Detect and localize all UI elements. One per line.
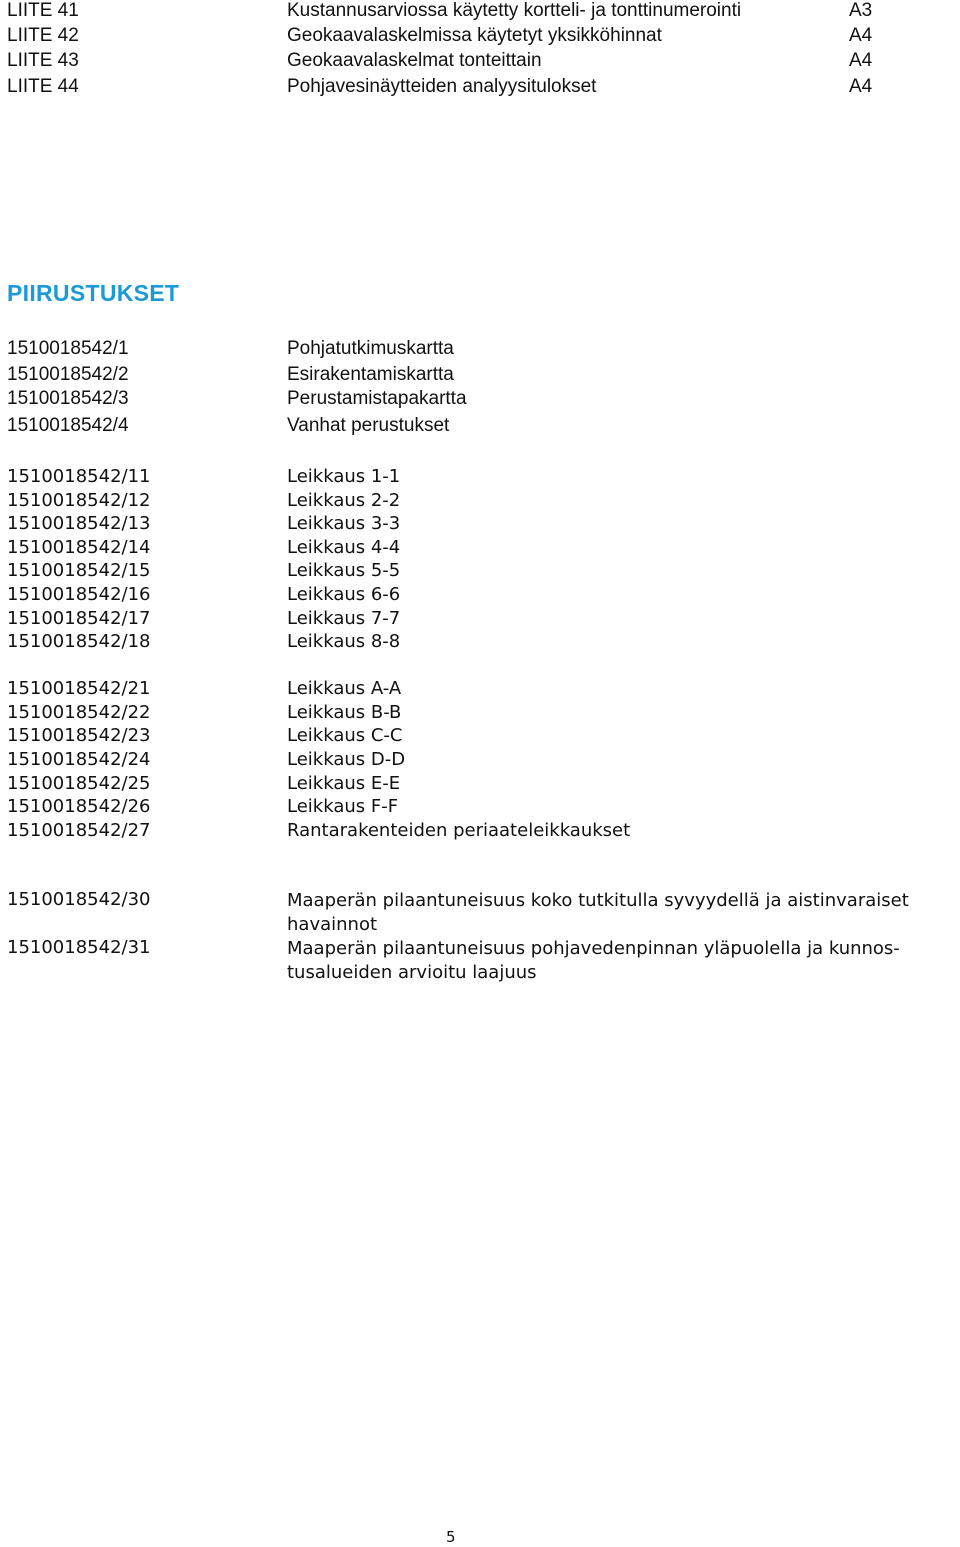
drawing-row <box>0 631 960 655</box>
drawing-code: 1510018542/30 <box>7 889 151 910</box>
drawing-code: 1510018542/26 <box>7 796 151 817</box>
drawing-code: 1510018542/21 <box>7 678 151 699</box>
drawing-code: 1510018542/1 <box>7 338 129 359</box>
drawing-title: Leikkaus 7-7 <box>287 608 401 629</box>
drawing-row <box>0 608 960 632</box>
drawing-code: 1510018542/14 <box>7 537 151 558</box>
drawing-title: Leikkaus 6-6 <box>287 584 401 605</box>
drawing-title: Leikkaus A-A <box>287 678 402 699</box>
drawing-title: Leikkaus 1-1 <box>287 466 401 487</box>
drawing-row <box>0 773 960 797</box>
drawing-row <box>0 466 960 490</box>
appendix-row <box>0 76 960 100</box>
drawing-row <box>0 702 960 726</box>
appendix-title: Geokaavalaskelmissa käytetyt yksikköhinnat <box>287 25 662 46</box>
drawing-row <box>0 560 960 584</box>
drawing-row <box>0 584 960 608</box>
drawing-row <box>0 937 960 985</box>
appendix-size: A4 <box>849 50 873 71</box>
drawing-code: 1510018542/13 <box>7 513 151 534</box>
drawing-row <box>0 725 960 749</box>
drawings-heading: PIIRUSTUKSET <box>7 280 180 306</box>
appendix-id: LIITE 42 <box>7 25 79 46</box>
drawing-row <box>0 338 960 362</box>
drawing-code: 1510018542/4 <box>7 415 129 436</box>
drawing-code: 1510018542/25 <box>7 773 151 794</box>
drawing-title: Leikkaus 3-3 <box>287 513 401 534</box>
drawing-title: Esirakentamiskartta <box>287 364 454 385</box>
page-number: 5 <box>446 1528 456 1546</box>
drawing-title: Maaperän pilaantuneisuus koko tutkitulla syvyydellä ja aistinvaraiset havainnot <box>287 890 909 935</box>
appendix-size: A4 <box>849 76 873 97</box>
drawing-row <box>0 749 960 773</box>
drawing-code: 1510018542/17 <box>7 608 151 629</box>
drawing-code: 1510018542/16 <box>7 584 151 605</box>
appendix-title: Geokaavalaskelmat tonteittain <box>287 50 542 71</box>
appendix-size: A3 <box>849 0 873 21</box>
appendix-row <box>0 50 960 74</box>
drawing-code: 1510018542/18 <box>7 631 151 652</box>
drawing-title: Leikkaus E-E <box>287 773 401 794</box>
drawing-code: 1510018542/11 <box>7 466 151 487</box>
drawing-row <box>0 490 960 514</box>
drawing-code: 1510018542/23 <box>7 725 151 746</box>
appendix-id: LIITE 41 <box>7 0 79 21</box>
drawing-title: Leikkaus 4-4 <box>287 537 401 558</box>
drawing-title: Leikkaus 5-5 <box>287 560 401 581</box>
drawing-row <box>0 820 960 844</box>
drawing-title: Leikkaus D-D <box>287 749 406 770</box>
drawing-code: 1510018542/24 <box>7 749 151 770</box>
drawing-title: Leikkaus F-F <box>287 796 399 817</box>
drawing-code: 1510018542/2 <box>7 364 129 385</box>
appendix-size: A4 <box>849 25 873 46</box>
drawing-title: Perustamistapakartta <box>287 388 467 409</box>
drawing-row <box>0 678 960 702</box>
drawing-code: 1510018542/27 <box>7 820 151 841</box>
drawing-row <box>0 388 960 412</box>
drawing-row <box>0 415 960 439</box>
appendix-row <box>0 25 960 49</box>
drawing-code: 1510018542/31 <box>7 937 151 958</box>
drawing-row <box>0 796 960 820</box>
appendix-title: Pohjavesinäytteiden analyysitulokset <box>287 76 597 97</box>
drawing-title: Leikkaus C-C <box>287 725 403 746</box>
drawing-title: Maaperän pilaantuneisuus pohjavedenpinnan yläpuolella ja kunnos-tusalueiden arvioitu laajuus <box>287 938 900 983</box>
drawing-code: 1510018542/12 <box>7 490 151 511</box>
appendix-row <box>0 0 960 24</box>
appendix-title: Kustannusarviossa käytetty kortteli- ja tonttinumerointi <box>287 0 742 21</box>
drawing-code: 1510018542/15 <box>7 560 151 581</box>
appendix-id: LIITE 43 <box>7 50 79 71</box>
drawing-title: Leikkaus 2-2 <box>287 490 401 511</box>
drawing-title: Leikkaus B-B <box>287 702 402 723</box>
drawing-title: Leikkaus 8-8 <box>287 631 401 652</box>
drawing-code: 1510018542/3 <box>7 388 129 409</box>
drawing-row <box>0 513 960 537</box>
drawing-title: Vanhat perustukset <box>287 415 450 436</box>
drawing-row <box>0 537 960 561</box>
drawing-title: Pohjatutkimuskartta <box>287 338 454 359</box>
drawing-title: Rantarakenteiden periaateleikkaukset <box>287 820 631 841</box>
drawing-code: 1510018542/22 <box>7 702 151 723</box>
drawing-row <box>0 889 960 937</box>
drawing-row <box>0 364 960 388</box>
appendix-id: LIITE 44 <box>7 76 79 97</box>
